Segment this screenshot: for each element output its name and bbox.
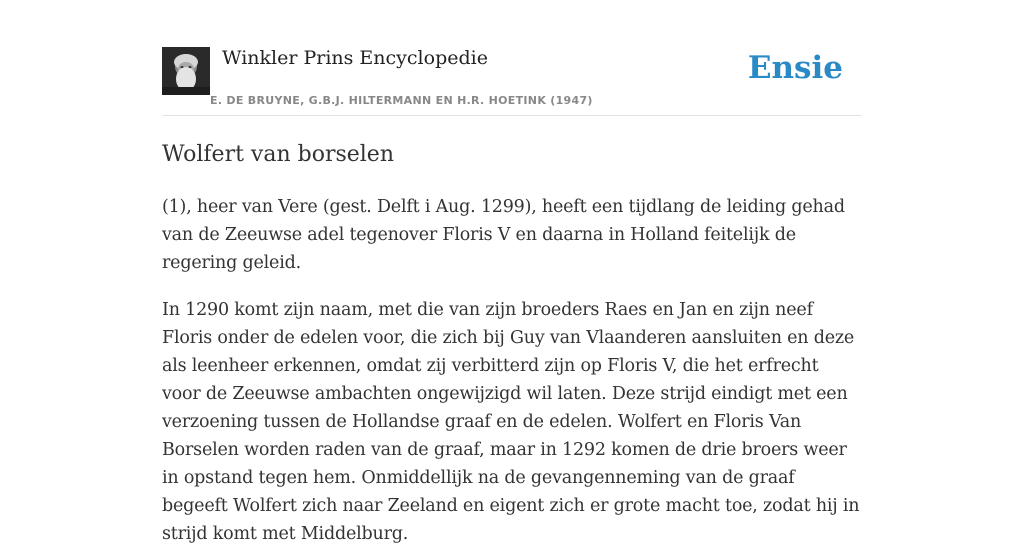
article-title: Wolfert van borselen [162,142,394,167]
source-title[interactable]: Winkler Prins Encyclopedie [222,47,488,69]
article-card [162,40,862,548]
source-header [162,40,862,116]
article-paragraph: (1), heer van Vere (gest. Delft i Aug. 1299), heeft een tijdlang de leiding gehad van de Zeeuwse adel tegenover Floris V en daarna in Holland feitelijk de regering geleid. [162,197,845,273]
brand-logo[interactable]: Ensie [747,50,843,86]
source-authors: E. DE BRUYNE, G.B.J. HILTERMANN EN H.R. HOETINK (1947) [210,94,593,107]
article-paragraph: In 1290 komt zijn naam, met die van zijn broeders Raes en Jan en zijn neef Floris onder de edelen voor, die zich bij Guy van Vlaanderen aansluiten en deze als leenheer erkennen, omdat zij verbitterd zijn op Floris V, die het erfrecht voor de Zeeuwse ambachten ongewijzigd wil laten. Deze strijd eindigt met een verzoening tussen de Hollandse graaf en de edelen. Wolfert en Floris Van Borselen worden raden van de graaf, maar in 1292 komen de drie broers weer in opstand tegen hem. Onmiddellijk na de gevangenneming van de graaf begeeft Wolfert zich naar Zeeland en eigent zich er grote macht toe, zodat hij in strijd komt met Middelburg. [162,300,860,544]
portrait-image [162,47,210,95]
author-portrait-icon [162,47,210,95]
